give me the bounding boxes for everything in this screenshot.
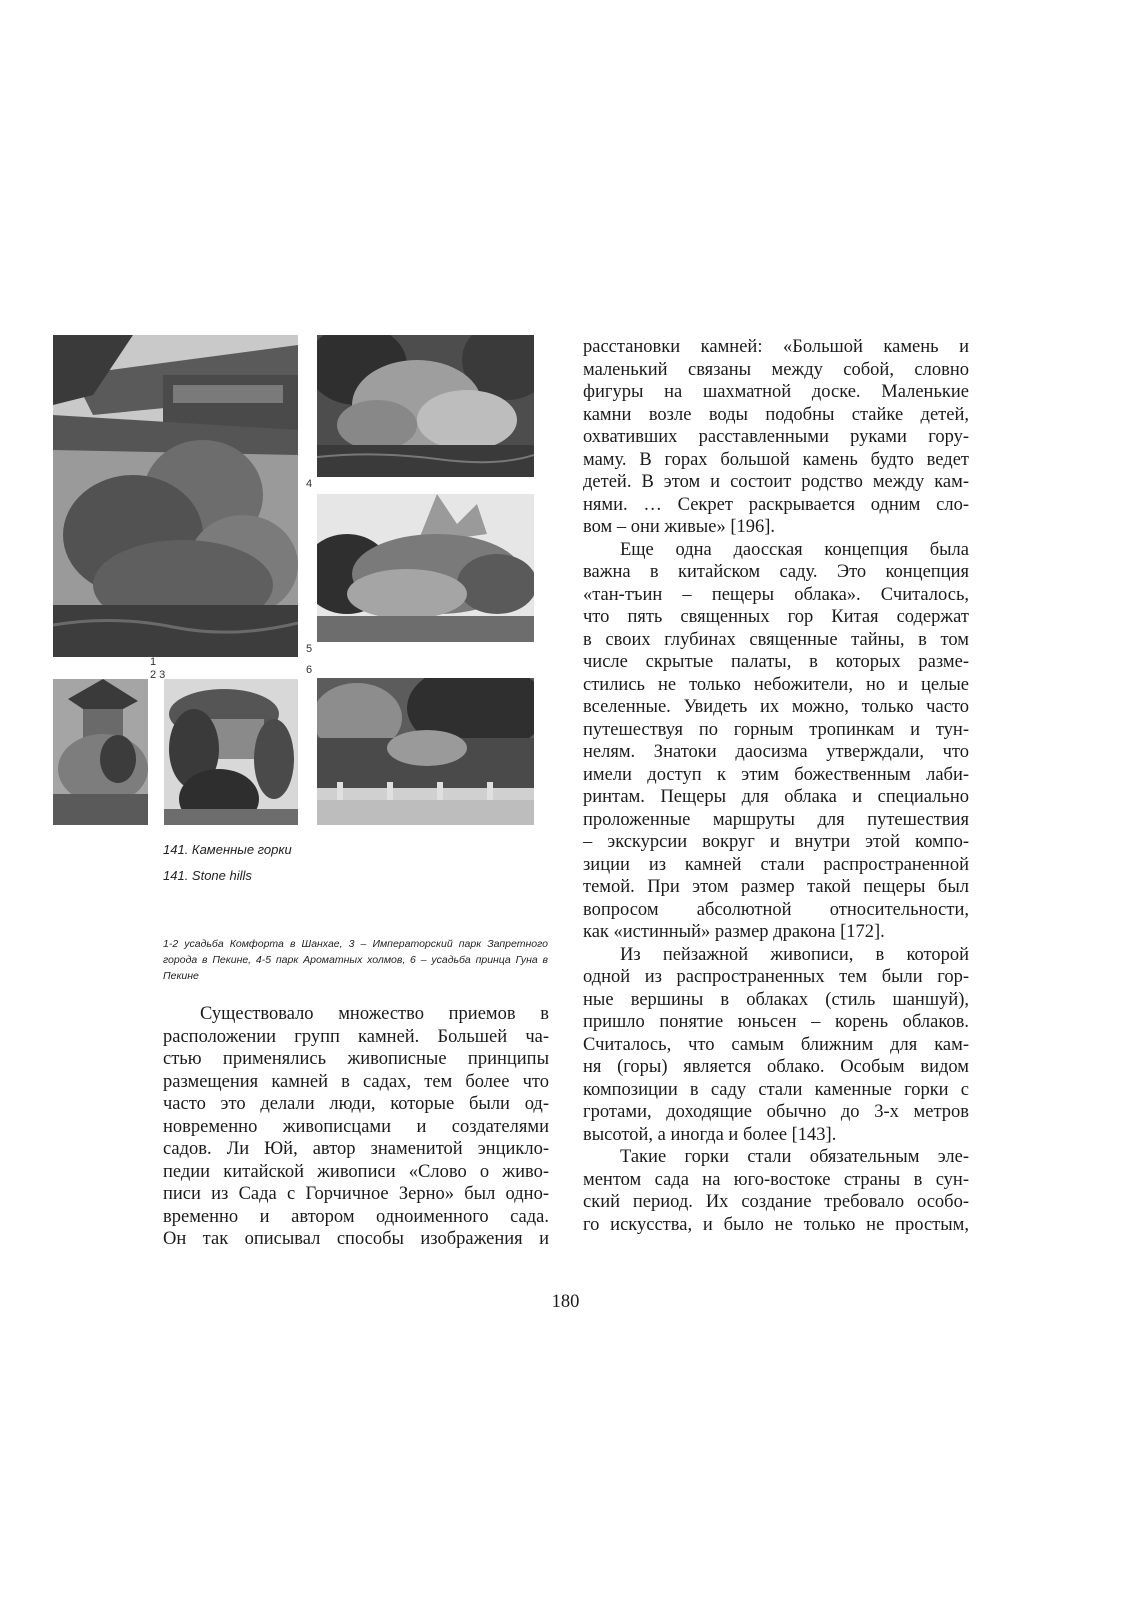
text-line: нелям. Знатоки даосизма утверждали, что (583, 742, 969, 762)
text-line: камни возле воды подобны стайке детей, (583, 404, 969, 425)
text-line: гротами, доходящие обычно до 3-х метров (583, 1102, 969, 1122)
text-line: фигуры на шахматной доске. Маленькие (583, 382, 969, 402)
text-line: имели доступ к этим божественным лаби- (583, 764, 969, 785)
text-line: педии китайской живописи «Слово о живо- (163, 1161, 549, 1182)
text-line: расстановки камней: «Большой камень и (583, 337, 969, 357)
text-line: часто это делали люди, которые были од- (163, 1094, 549, 1114)
text-line: ные вершины в облаках (стиль шаншуй), (583, 989, 969, 1010)
text-line: как «истинный» размер дракона [172]. (583, 922, 885, 942)
text-line: композиции в саду стали каменные горки с (583, 1079, 969, 1100)
text-line: го искусства, и было не только не простым, (583, 1214, 969, 1235)
text-line: одной из распространенных тем были гор- (583, 967, 969, 987)
text-line: путешествуя по горным тропинкам и тун- (583, 719, 969, 740)
text-line: высотой, а иногда и более [143]. (583, 1124, 837, 1145)
text-line: в своих глубинах священные тайны, в том (583, 629, 969, 650)
text-line: временно и автором одноименного сада. (163, 1206, 549, 1227)
text-line: важна в китайском саду. Это концепция (583, 562, 969, 582)
text-line: Считалось, что самым ближним для кам- (583, 1034, 969, 1055)
text-line: садов. Ли Юй, автор знаменитой энцикло- (163, 1139, 549, 1159)
right-column-text (583, 336, 969, 1236)
text-line: темой. При этом размер такой пещеры был (583, 877, 969, 897)
text-line: проложенные маршруты для путешествия (583, 809, 969, 830)
text-line: стью применялись живописные принципы (163, 1049, 549, 1069)
text-line: маленький связаны между собой, словно (583, 359, 969, 380)
text-line: маму. В горах большой камень будто ведет (583, 449, 969, 470)
left-column-text (163, 1003, 549, 1251)
figure-credits: 1-2 усадьба Комфорта в Шанхае, 3 – Императорский парк Запретного города в Пекине, 4-5 парк Ароматных холмов, 6 – усадьба принца Гуна в Пекине (163, 938, 548, 982)
text-line: пришло понятие юньсен – корень облаков. (583, 1012, 969, 1032)
figure-label-4: 4 (306, 478, 313, 490)
text-line: ментом сада на юго-востоке страны в сун- (583, 1169, 969, 1190)
text-line: новременно живописцами и создателями (163, 1116, 549, 1137)
text-line: детей. В этом и состоит родство между кам- (583, 472, 969, 492)
photo-4-fragrant-hills-rocks (317, 335, 534, 477)
text-line: размещения камней в садах, тем более что (163, 1071, 549, 1092)
text-line: ня (горы) является облако. Особым видом (583, 1057, 969, 1077)
text-line: Существовало множество приемов в (200, 1004, 549, 1024)
figure-caption-en: 141. Stone hills (163, 868, 252, 883)
text-line: – экскурсии вокруг и внутри этой компо- (583, 832, 969, 852)
text-line: Такие горки стали обязательным эле- (620, 1147, 969, 1167)
text-line: Из пейзажной живописи, в которой (620, 944, 969, 965)
photo-3-imperial-garden (164, 679, 298, 825)
text-line: ский период. Их создание требовало особо- (583, 1192, 969, 1212)
page-number: 180 (551, 1292, 580, 1312)
photo-1-pavilion-rockery (53, 335, 298, 657)
text-line: вопросом абсолютной относительности, (583, 899, 969, 920)
photo-6-prince-gong-pond (317, 678, 534, 825)
text-line: писи из Сада с Горчичное Зерно» был одно- (163, 1184, 549, 1204)
text-line: что пять священных гор Китая содержат (583, 607, 969, 627)
figure-caption-ru: 141. Каменные горки (163, 842, 292, 857)
text-line: «тан-тъин – пещеры облака». Считалось, (583, 584, 969, 605)
photo-5-fragrant-hills-grotto (317, 494, 534, 642)
text-line: ринтам. Пещеры для облака и специально (583, 787, 969, 807)
text-line: вселенные. Увидеть их можно, только часто (583, 697, 969, 717)
figure-label-1: 1 (150, 656, 157, 668)
text-line: расположении групп камней. Большей ча- (163, 1026, 549, 1047)
photo-2-pavilion (53, 679, 148, 825)
text-line: охвативших расставленными руками гору- (583, 427, 969, 447)
figure-label-2-3: 2 3 (150, 669, 166, 681)
text-line: стились не только небожители, но и целые (583, 674, 969, 695)
text-line: зиции из камней стали распространенной (583, 854, 969, 875)
text-line: Еще одна даосская концепция была (620, 539, 969, 560)
text-line: вом – они живые» [196]. (583, 517, 776, 537)
text-line: нями. … Секрет раскрывается одним сло- (583, 494, 969, 515)
figure-label-6: 6 (306, 664, 313, 676)
text-line: Он так описывал способы изображения и (163, 1229, 549, 1249)
text-line: числе скрытые палаты, в которых разме- (583, 652, 969, 672)
figure-label-5: 5 (306, 643, 313, 655)
